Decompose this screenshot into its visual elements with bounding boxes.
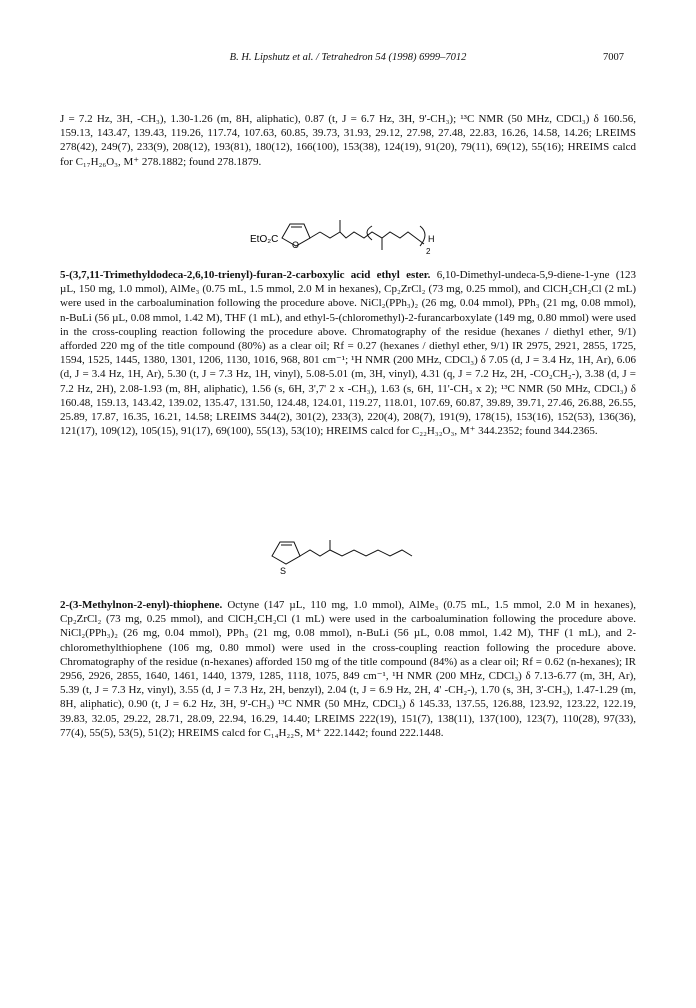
repeat-bracket-right	[420, 226, 425, 246]
furan-oxygen-label: O	[292, 240, 300, 250]
paragraph-3-body: Octyne (147 µL, 110 mg, 1.0 mmol), AlMe₃ (0.75 mL, 1.5 mmol, 2.0 M in hexanes), Cp₂ZrCl₂ (73 mg, 0.25 mmol), and ClCH₂CH₂Cl (1 mL) were used in the carboalumination following the procedure above. NiCl₂(PPh₃)₂ (26 mg, 0.04 mmol), PPh₃ (21 mg, 0.08 mmol), n-BuLi (56 µL, 0.08 mmol, 1.42 M), THF (1 mL), and 2-chloromethylthiophene (106 mg, 0.80 mmol) were used in the cross-coupling reaction following the procedure above. Chromatography of the residue (n-hexanes) afforded 150 mg of the title compound (84%) as a clear oil; Rf = 0.62 (n-hexanes); IR 2956, 2926, 2855, 1640, 1461, 1440, 1379, 1285, 1118, 1075, 849 cm⁻¹, ¹H NMR (200 MHz, CDCl₃) δ 7.13-6.77 (m, 3H, Ar), 5.39 (t, J = 7.3 Hz, vinyl), 3.55 (d, J = 7.3 Hz, 2H, benzyl), 2.04 (t, J = 6.9 Hz, 2H, 4' -CH₂-), 1.70 (s, 3H, 3'-CH₃), 1.47-1.29 (m, 8H, aliphatic), 0.90 (t, J = 6.2 Hz, 3H, 9'-CH₃) ¹³C NMR (50 MHz, CDCl₃) δ 145.33, 137.55, 126.88, 123.92, 123.22, 122.19, 39.83, 32.05, 29.22, 28.71, 28.09, 22.94, 16.29, 14.40; LREIMS 222(19), 151(7), 138(11), 137(100), 123(7), 110(28), 97(33), 77(4), 55(5), 53(5), 51(2); HREIMS calcd for C₁₄H₂₂S, M⁺ 222.1442; found 222.1448.	[60, 599, 636, 739]
terminal-h-label: H	[428, 234, 435, 244]
trienyl-chain	[320, 232, 424, 244]
thiophene-sulfur-label: S	[280, 566, 287, 576]
chain-bond	[310, 232, 320, 238]
page-number: 7007	[603, 52, 624, 63]
paragraph-2	[60, 268, 636, 438]
methylnonenyl-chain	[300, 550, 412, 556]
ester-label: EtO₂C	[250, 234, 279, 245]
structure-thiophene	[266, 532, 426, 580]
paragraph-2-body: 6,10-Dimethyl-undeca-5,9-diene-1-yne (123 µL, 150 mg, 1.0 mmol), AlMe₃ (0.75 mL, 1.5 mmol, 2.0 M in hexanes), Cp₂ZrCl₂ (73 mg, 0.25 mmol), and ClCH₂CH₂Cl (2 mL) were used in the carboalumination following the procedure above. NiCl₂(PPh₃)₂ (26 mg, 0.04 mmol), PPh₃ (21 mg, 0.08 mmol), n-BuLi (56 µL, 0.08 mmol, 1.42 M), THF (1 mL), and ethyl-5-(chloromethyl)-2-furancarboxylate (149 mg, 0.80 mmol) were used in the cross-coupling reaction following the procedure above. Chromatography of the residue (hexanes / diethyl ether, 9/1) afforded 220 mg of the title compound (80%) as a clear oil; Rf = 0.27 (hexanes / diethyl ether, 9/1) IR 2975, 2921, 2855, 1725, 1594, 1525, 1445, 1380, 1301, 1206, 1130, 1016, 968, 801 cm⁻¹; ¹H NMR (200 MHz, CDCl₃) δ 7.05 (d, J = 3.4 Hz, 1H, Ar), 6.06 (d, J = 3.4 Hz, 1H, Ar), 5.30 (t, J = 7.3 Hz, 1H, vinyl), 5.08-5.01 (m, 3H, vinyl), 4.31 (q, J = 7.2 Hz, 2H, -CO₂CH₂-), 3.38 (d, J = 7.2 Hz, 2H), 2.08-1.93 (m, 8H, aliphatic), 1.56 (s, 6H, 3',7' 2 x -CH₃), 1.63 (s, 6H, 11'-CH₃ x 2); ¹³C NMR (50 MHz, CDCl₃) δ 160.48, 159.13, 143.42, 139.02, 135.47, 131.50, 124.48, 124.01, 119.27, 118.01, 107.69, 60.87, 39.89, 39.71, 27.46, 26.88, 26.55, 25.89, 17.87, 16.35, 16.21, 14.58; LREIMS 344(2), 301(2), 233(3), 220(4), 208(7), 191(9), 178(15), 153(16), 152(53), 136(36), 121(17), 109(12), 105(15), 91(17), 69(100), 55(13), 53(10); HREIMS calcd for C₂₂H₃₂O₃, M⁺ 344.2352; found 344.2365.	[60, 269, 636, 438]
paragraph-1: J = 7.2 Hz, 3H, -CH₃), 1.30-1.26 (m, 8H, aliphatic), 0.87 (t, J = 6.7 Hz, 3H, 9'-CH₃); ¹³C NMR (50 MHz, CDCl₃) δ 160.56, 159.13, 143.47, 139.43, 119.26, 117.74, 107.63, 60.85, 39.73, 31.93, 29.12, 27.98, 27.48, 22.83, 16.26, 14.58, 14.26; LREIMS 278(42), 249(7), 233(9), 208(12), 193(81), 180(12), 166(100), 153(38), 124(19), 91(20), 79(11), 69(12), 55(16); HREIMS calcd for C₁₇H₂₆O₃, M⁺ 278.1882; found 278.1879.	[60, 113, 636, 168]
running-head: B. H. Lipshutz et al. / Tetrahedron 54 (1998) 6999–7012	[229, 52, 467, 63]
paragraph-3	[60, 598, 636, 740]
structure-furan-ester	[248, 208, 448, 268]
repeat-subscript: 2	[426, 247, 431, 256]
compound-title-3: 2-(3-Methylnon-2-enyl)-thiophene.	[60, 599, 223, 611]
compound-title-2: 5-(3,7,11-Trimethyldodeca-2,6,10-trienyl)-furan-2-carboxylic acid ethyl ester.	[60, 269, 431, 281]
